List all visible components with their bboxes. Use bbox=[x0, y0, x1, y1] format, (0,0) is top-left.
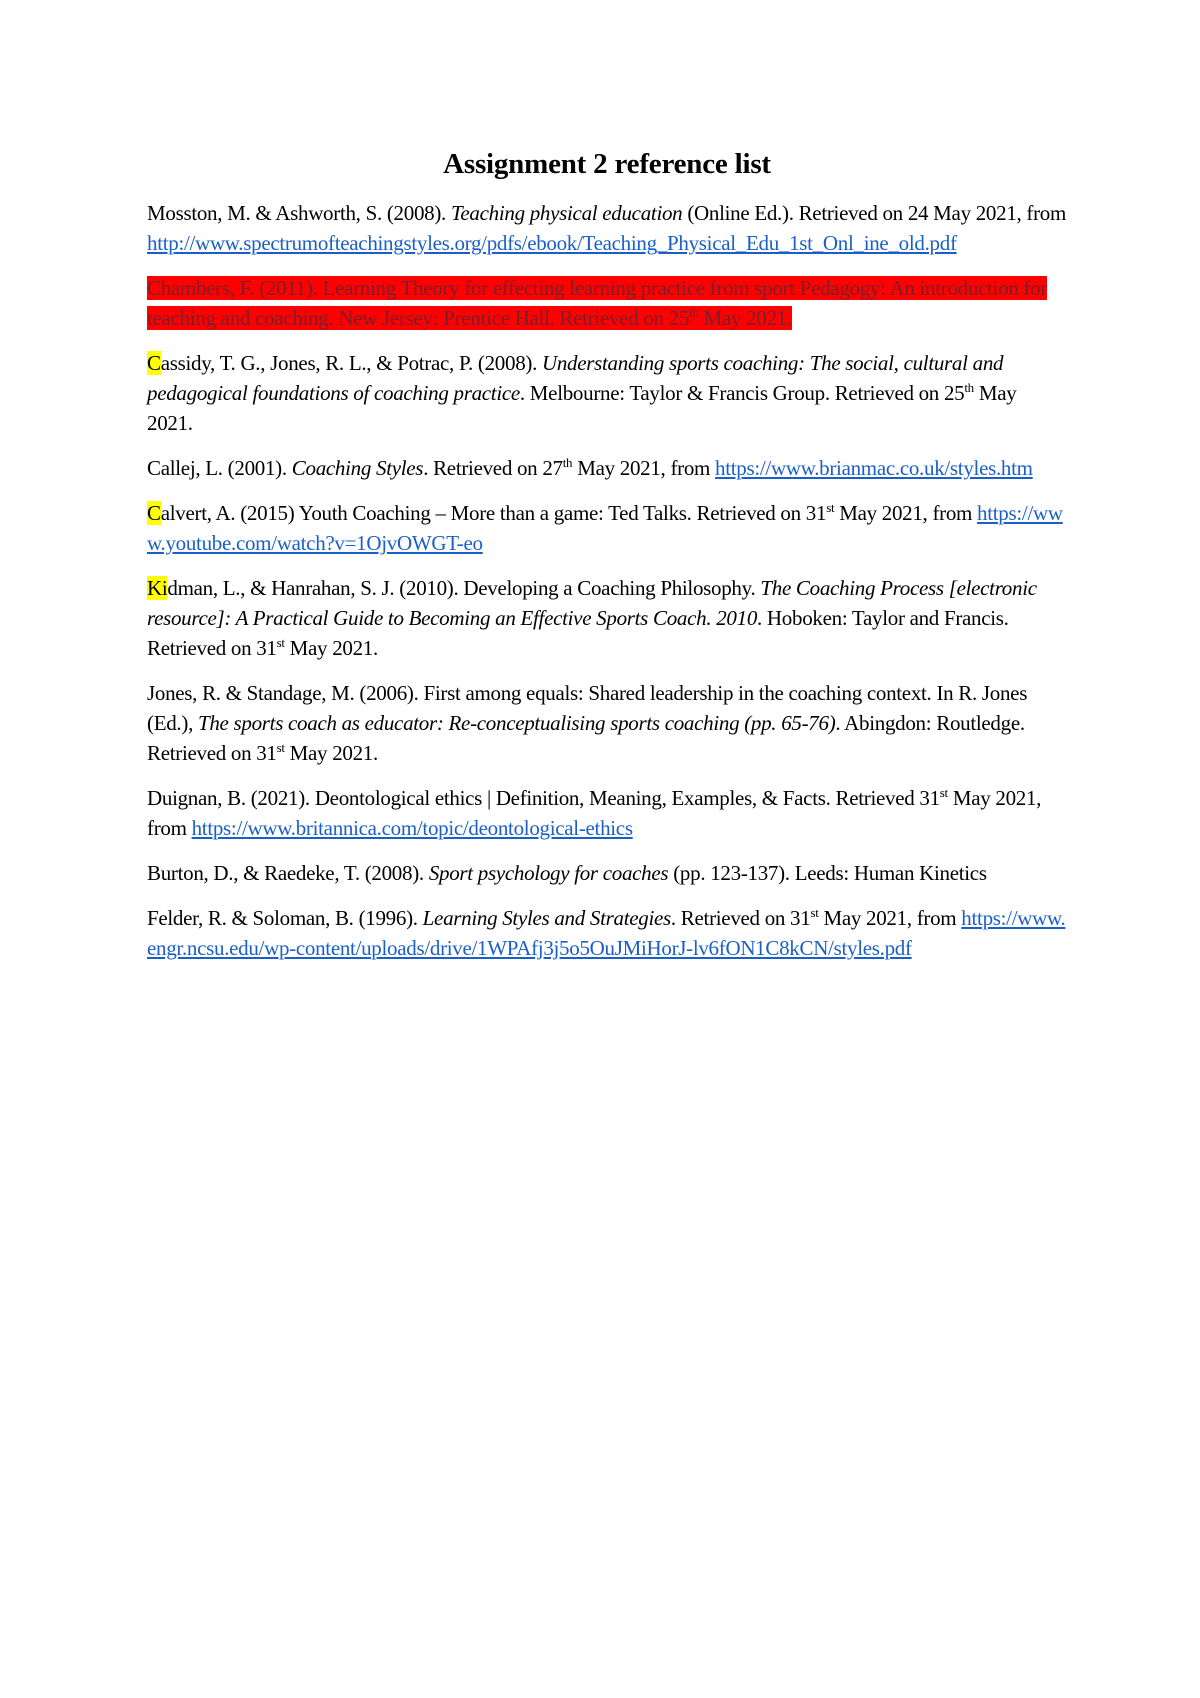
highlighted-initial: Ki bbox=[147, 576, 168, 600]
ref-text: . Retrieved on 27 bbox=[423, 456, 563, 480]
ref-text: . Hoboken: Taylor and Francis. Retrieved on 31 bbox=[147, 606, 1009, 660]
reference-kidman bbox=[147, 573, 1067, 663]
document-content bbox=[147, 144, 1067, 978]
ref-text: . Abingdon: Routledge. Retrieved on 31 bbox=[147, 711, 1025, 765]
reference-burton bbox=[147, 858, 1067, 888]
ref-text: Duignan, B. (2021). Deontological ethics | Definition, Meaning, Examples, & Facts. Retrieved 31 bbox=[147, 786, 940, 810]
ordinal-suffix: th bbox=[964, 380, 974, 395]
ordinal-suffix: st bbox=[826, 500, 835, 515]
ref-text: May 2021, from bbox=[834, 501, 978, 525]
ref-title: Understanding sports coaching: The social, cultural and pedagogical foundations of coaching practice bbox=[147, 351, 1004, 405]
ref-text: May 2021, from bbox=[147, 786, 1042, 840]
ref-text: Mosston, M. & Ashworth, S. (2008). bbox=[147, 201, 451, 225]
ref-text: May 2021. bbox=[284, 636, 378, 660]
ref-text: . Melbourne: Taylor & Francis Group. Retrieved on 25 bbox=[519, 381, 965, 405]
ref-title: The sports coach as educator: Re-conceptualising sports coaching (pp. 65-76) bbox=[197, 711, 836, 735]
ordinal-suffix: st bbox=[276, 635, 285, 650]
ref-title: Teaching physical education bbox=[450, 201, 683, 225]
reference-chambers bbox=[147, 273, 1067, 333]
ordinal-suffix: st bbox=[276, 740, 285, 755]
reference-jones bbox=[147, 678, 1067, 768]
ref-text: assidy, T. G., Jones, R. L., & Potrac, P. (2008). bbox=[160, 351, 542, 375]
ordinal-suffix: st bbox=[939, 785, 948, 800]
ref-text: (Online Ed.). Retrieved on 24 May 2021, from bbox=[682, 201, 1067, 225]
ordinal-suffix: th bbox=[562, 455, 573, 470]
reference-cassidy bbox=[147, 348, 1067, 438]
highlighted-initial: C bbox=[147, 351, 161, 375]
reference-callej bbox=[147, 453, 1067, 483]
ref-text: May 2021, from bbox=[572, 456, 716, 480]
reference-felder bbox=[147, 903, 1067, 963]
ref-text: Jones, R. & Standage, M. (2006). First among equals: Shared leadership in the coaching context. In R. Jones (Ed.), bbox=[147, 681, 1028, 735]
reference-link[interactable]: https://www.youtube.com/watch?v=1OjvOWGT-eo bbox=[147, 501, 1063, 555]
ref-text: May 2021. bbox=[284, 741, 378, 765]
ref-text: May 2021. bbox=[698, 306, 792, 330]
ordinal-suffix: st bbox=[810, 905, 819, 920]
ref-text: Felder, R. & Soloman, B. (1996). bbox=[147, 906, 423, 930]
ref-title: Coaching Styles bbox=[291, 456, 424, 480]
reference-calvert bbox=[147, 498, 1067, 558]
ref-text: May 2021. bbox=[147, 381, 1017, 435]
ref-title: Learning Styles and Strategies bbox=[422, 906, 671, 930]
ref-text: Callej, L. (2001). bbox=[147, 456, 292, 480]
page-title: Assignment 2 reference list bbox=[443, 148, 771, 180]
reference-link[interactable]: https://www.brianmac.co.uk/styles.htm bbox=[715, 456, 1033, 480]
reference-link[interactable]: https://www.britannica.com/topic/deontological-ethics bbox=[191, 816, 633, 840]
ref-title: The Coaching Process [electronic resource]: A Practical Guide to Becoming an Effective Sports Coach. 2010 bbox=[147, 576, 1037, 630]
ref-text: Chambers, F. (2011). Learning Theory for effecting learning practice from sport Pedagogy: An introduction for teaching and coaching. New Jersey: Prentice Hall. Retrieved on 25 bbox=[147, 276, 1048, 330]
ref-title: Sport psychology for coaches bbox=[428, 861, 669, 885]
ref-text: Burton, D., & Raedeke, T. (2008). bbox=[147, 861, 429, 885]
reference-link[interactable]: https://www.engr.ncsu.edu/wp-content/uploads/drive/1WPAfj3j5o5OuJMiHorJ-lv6fON1C8kCN/styles.pdf bbox=[147, 906, 1066, 960]
highlighted-initial: C bbox=[147, 501, 161, 525]
ref-text: (pp. 123-137). Leeds: Human Kinetics bbox=[668, 861, 987, 885]
ref-text: alvert, A. (2015) Youth Coaching – More than a game: Ted Talks. Retrieved on 31 bbox=[160, 501, 827, 525]
reference-mosston bbox=[147, 198, 1067, 258]
ref-text: dman, L., & Hanrahan, S. J. (2010). Developing a Coaching Philosophy. bbox=[167, 576, 761, 600]
reference-link[interactable]: http://www.spectrumofteachingstyles.org/pdfs/ebook/Teaching_Physical_Edu_1st_Onl_ine_old.pdf bbox=[147, 231, 957, 255]
highlighted-reference bbox=[147, 276, 1047, 330]
reference-duignan bbox=[147, 783, 1067, 843]
ref-text: May 2021, from bbox=[818, 906, 962, 930]
ordinal-suffix: th bbox=[689, 305, 699, 320]
ref-text: . Retrieved on 31 bbox=[670, 906, 811, 930]
